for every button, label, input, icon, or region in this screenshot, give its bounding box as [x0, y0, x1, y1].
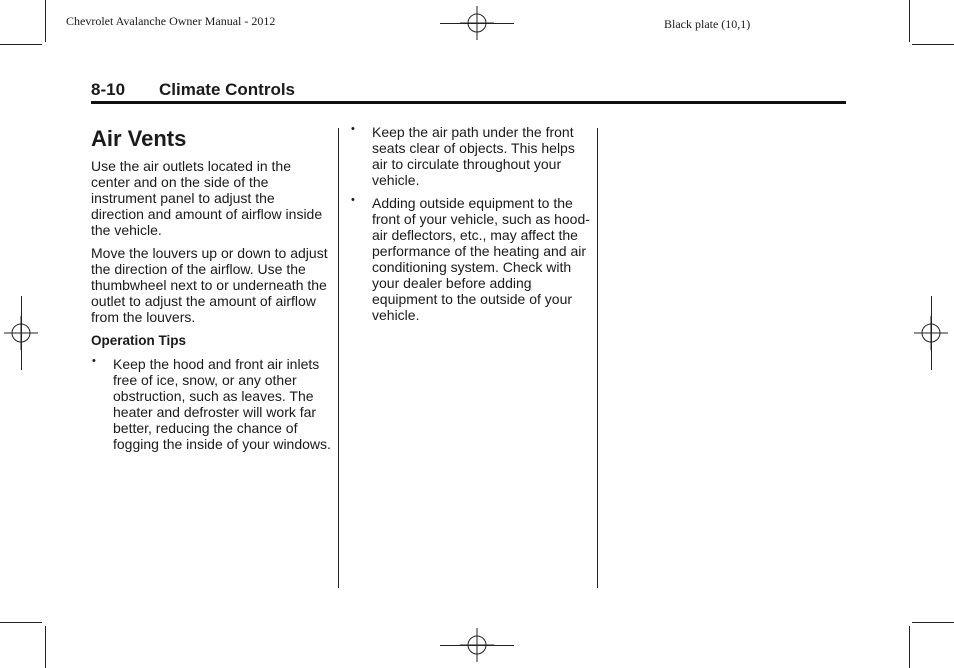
running-head-right: Black plate (10,1)	[664, 17, 751, 31]
crop-mark	[909, 626, 910, 668]
crop-mark	[912, 44, 954, 45]
column-left	[91, 126, 331, 459]
article-title: Air Vents	[91, 126, 187, 151]
bullet-icon: •	[351, 123, 355, 135]
section-rule	[91, 101, 846, 104]
crop-mark	[45, 626, 46, 668]
list-item	[91, 356, 331, 452]
section-number: 8-10	[91, 80, 126, 99]
body-paragraph: Use the air outlets located in the center and on the side of the instrument panel to adjust the direction and amount of airflow inside the vehicle.	[91, 158, 323, 238]
tip-text: Keep the air path under the front seats clear of objects. This helps air to circulate throughout your vehicle.	[372, 124, 575, 188]
crop-mark	[931, 296, 932, 370]
list-item	[350, 195, 590, 323]
column-divider	[338, 128, 339, 588]
crop-mark	[909, 0, 910, 42]
running-head-left: Chevrolet Avalanche Owner Manual - 2012	[66, 14, 276, 28]
section-header	[91, 80, 846, 100]
tips-list	[350, 124, 590, 323]
crop-mark	[0, 44, 42, 45]
section-title: Climate Controls	[159, 80, 296, 99]
tips-list	[91, 356, 331, 452]
tip-text: Keep the hood and front air inlets free of ice, snow, or any other obstruction, such as leaves. The heater and defroster will work far better, reducing the chance of fogging the inside of your windows.	[113, 356, 331, 452]
body-paragraph: Move the louvers up or down to adjust the direction of the airflow. Use the thumbwheel next to or underneath the outlet to adjust the amount of airflow from the louvers.	[91, 245, 328, 325]
crop-mark	[440, 23, 514, 24]
column-divider	[597, 128, 598, 588]
crop-mark	[45, 0, 46, 42]
column-middle	[350, 124, 590, 330]
crop-mark	[21, 296, 22, 370]
tip-text: Adding outside equipment to the front of your vehicle, such as hood-air deflectors, etc., may affect the performance of the heating and air conditioning system. Check with your dealer before adding equipment to the outside of your vehicle.	[372, 195, 590, 323]
crop-mark	[912, 622, 954, 623]
subheading: Operation Tips	[91, 333, 187, 348]
crop-mark	[0, 622, 42, 623]
list-item	[350, 124, 590, 188]
bullet-icon: •	[92, 355, 96, 367]
bullet-icon: •	[351, 194, 355, 206]
crop-mark	[440, 645, 514, 646]
